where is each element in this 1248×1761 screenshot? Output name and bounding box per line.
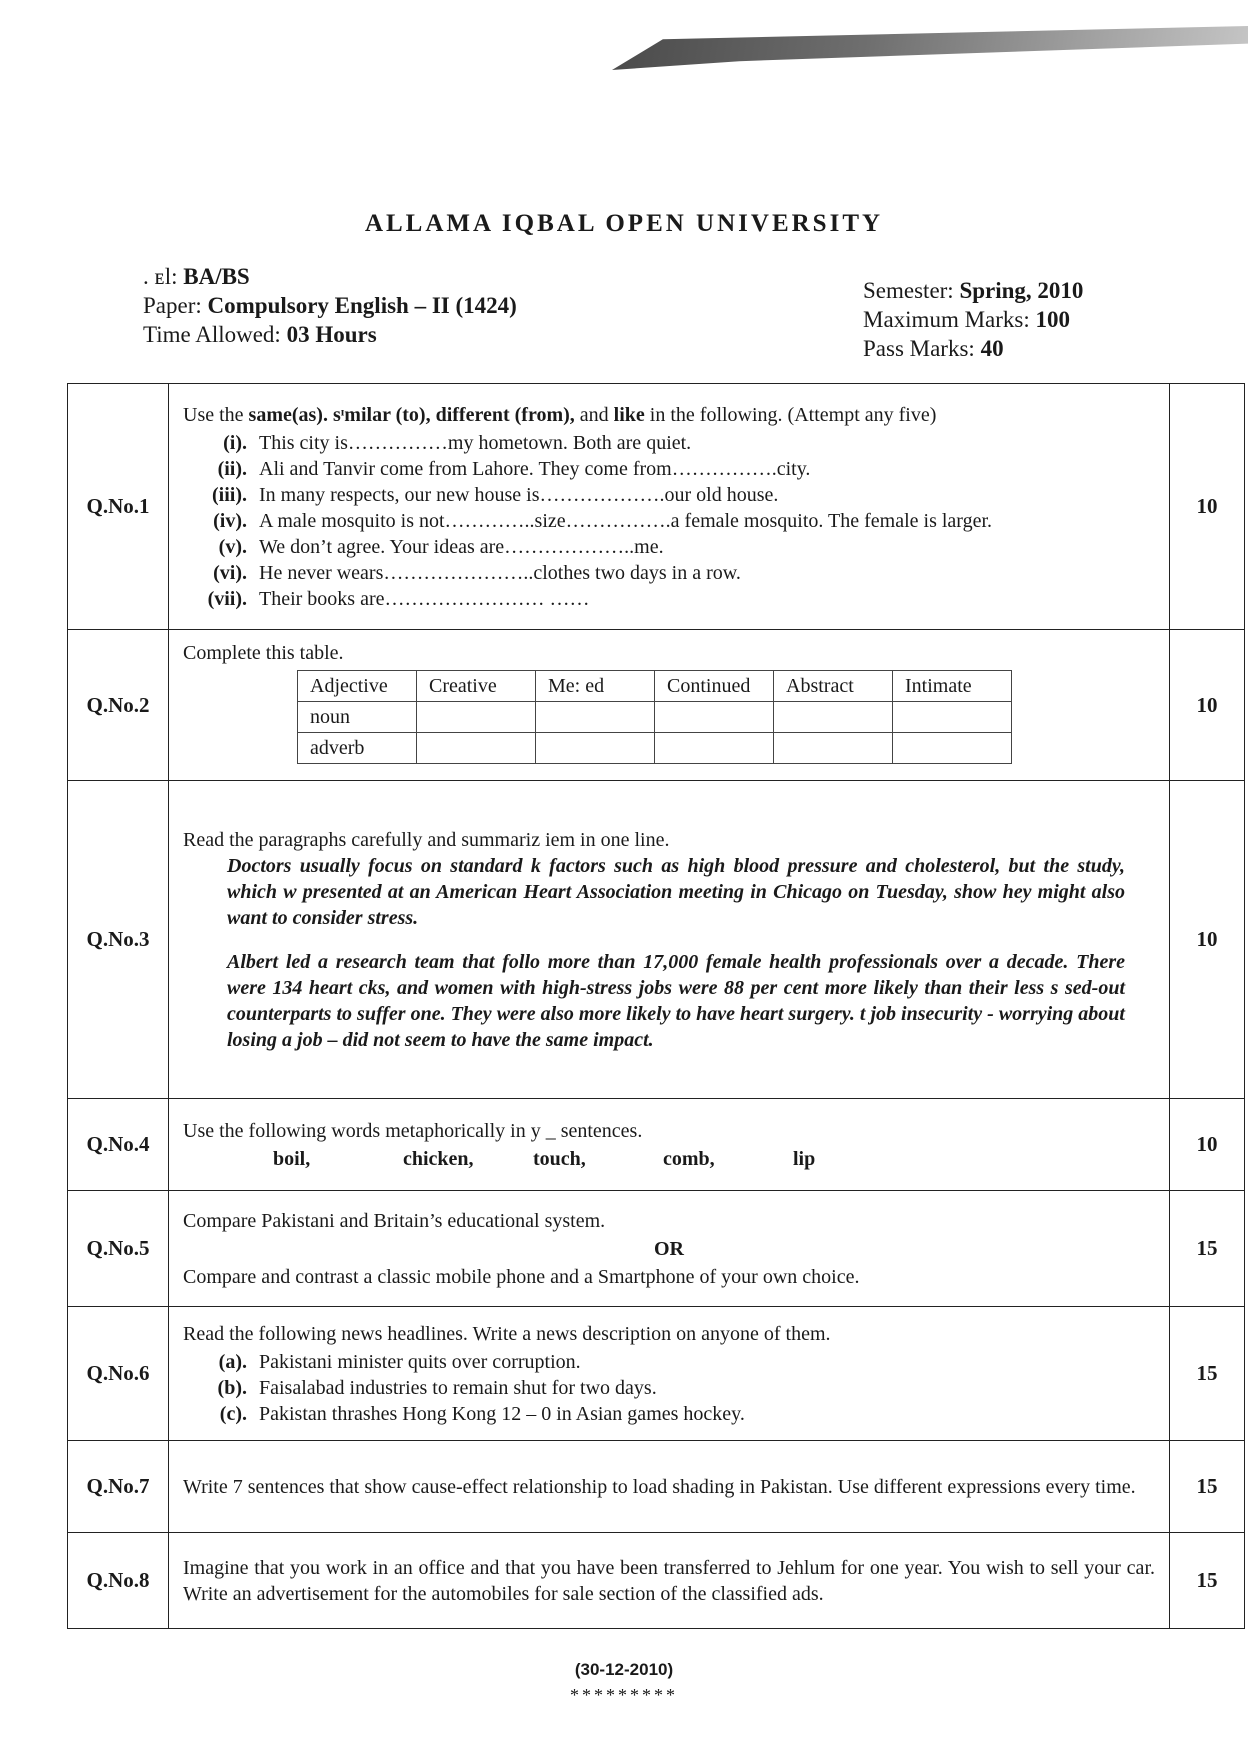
paragraph: Albert led a research team that follo more than 17,000 female health professionals over a decade. There were 134 heart cks, and women with high-stress jobs were 88 per cent more likely than their less s sed-out counterparts to suffer one. They were also more likely to have heart surgery. t job insecurity - worrying about losing a job – did not seem to have the same impact. [227,950,1125,1051]
question-body [169,384,1170,630]
list-item: (v). We don’t agree. Your ideas are………………..me. [218,535,664,558]
question-row-8 [68,1533,1245,1629]
level-value: BA/BS [183,264,250,289]
question-marks: 10 [1170,781,1245,1099]
pass-marks-line: Pass Marks: 40 [863,336,1004,361]
question-marks: 15 [1170,1533,1245,1629]
word: boil, [273,1147,311,1170]
paragraph: Doctors usually focus on standard k factors such as high blood pressure and cholesterol, but the study, which w presented at an American Heart Association meeting in Chicago on Tuesday, show hey might also want to consider stress. [227,854,1125,929]
list-item: (vi). He never wears…………………..clothes two days in a row. [213,561,741,584]
question-row-2 [68,630,1245,781]
question-marks: 15 [1170,1191,1245,1307]
question-body: Imagine that you work in an office and that you have been transferred to Jehlum for one year. You wish to sell your car. Write an advertisement for the automobiles for sale section of the classified ads. [169,1533,1170,1629]
question-body: Write 7 sentences that show cause-effect relationship to load shading in Pakistan. Use different expressions every time. [169,1441,1170,1533]
word: comb, [663,1147,715,1170]
question-marks: 15 [1170,1307,1245,1441]
table-row: noun [298,702,1012,733]
max-marks-line: Maximum Marks: 100 [863,307,1070,332]
list-item: (c). Pakistan thrashes Hong Kong 12 – 0 in Asian games hockey. [219,1402,745,1425]
paper-info-left [143,262,517,349]
paper-value: Compulsory English – II (1424) [207,293,517,318]
word: touch, [533,1147,586,1170]
q3-instruction: Read the paragraphs carefully and summariz iem in one line. [183,828,670,851]
q1-items [183,430,1155,612]
q6-items [183,1349,1155,1427]
word: chicken, [403,1147,474,1170]
q4-instruction: Use the following words metaphorically in y _ sentences. [183,1119,643,1142]
q3-passage [183,853,1155,1053]
table-row: Adjective Creative Me: ed Continued Abstract Intimate [298,671,1012,702]
question-body [169,1307,1170,1441]
university-title: ALLAMA IQBAL OPEN UNIVERSITY [364,210,884,237]
footer-stars: ********* [570,1685,678,1705]
question-table [67,383,1245,1629]
list-item: (iii). In many respects, our new house is……………….our old house. [212,483,779,506]
table-row: adverb [298,733,1012,764]
question-row-1 [68,384,1245,630]
list-item: (vii). Their books are…………………… …… [207,587,590,610]
paper-line: Paper: Compulsory English – II (1424) [143,293,517,318]
question-marks: 10 [1170,384,1245,630]
word: lip [793,1147,816,1170]
list-item: (a). Pakistani minister quits over corruption. [218,1350,581,1373]
question-marks: 15 [1170,1441,1245,1533]
question-number: Q.No.1 [68,384,169,630]
completion-table [297,670,1012,764]
question-body [169,1099,1170,1191]
question-number: Q.No.4 [68,1099,169,1191]
list-item: (iv). A male mosquito is not…………..size…………….a female mosquito. The female is larger. [213,509,993,532]
question-row-7 [68,1441,1245,1533]
list-item: (ii). Ali and Tanvir come from Lahore. They come from…………….city. [217,457,811,480]
list-item: (b). Faisalabad industries to remain shut for two days. [217,1376,657,1399]
question-number: Q.No.5 [68,1191,169,1307]
question-row-6 [68,1307,1245,1441]
max-marks-value: 100 [1035,307,1070,332]
semester-value: Spring, 2010 [959,278,1084,303]
question-row-4 [68,1099,1245,1191]
time-line: Time Allowed: 03 Hours [143,322,377,347]
q5-option-a: Compare Pakistani and Britain’s educational system. [183,1209,606,1232]
pass-marks-value: 40 [980,336,1004,361]
question-row-5 [68,1191,1245,1307]
question-marks: 10 [1170,1099,1245,1191]
q5-option-b: Compare and contrast a classic mobile phone and a Smartphone of your own choice. [183,1265,860,1288]
scan-artifact [612,26,1248,70]
q6-instruction: Read the following news headlines. Write a news description on anyone of them. [183,1322,831,1345]
question-body [169,1191,1170,1307]
exam-date: (30-12-2010) [574,1660,674,1679]
question-row-3 [68,781,1245,1099]
question-number: Q.No.3 [68,781,169,1099]
question-body [169,630,1170,781]
time-value: 03 Hours [286,322,377,347]
level-line: . ᴇl: BA/BS [143,264,250,289]
paper-info-right [863,276,1083,363]
question-body [169,781,1170,1099]
question-marks: 10 [1170,630,1245,781]
question-number: Q.No.8 [68,1533,169,1629]
list-item: (i). This city is……………my hometown. Both are quiet. [223,431,692,454]
question-number: Q.No.6 [68,1307,169,1441]
question-number: Q.No.2 [68,630,169,781]
semester-line: Semester: Spring, 2010 [863,278,1084,303]
q4-words [183,1146,1155,1172]
q1-instruction: Use the same(as). sᶦmilar (to), different (from), and like in the following. (Attempt any five) [183,403,937,426]
q2-instruction: Complete this table. [183,642,344,664]
or-separator: OR [654,1237,684,1260]
question-number: Q.No.7 [68,1441,169,1533]
